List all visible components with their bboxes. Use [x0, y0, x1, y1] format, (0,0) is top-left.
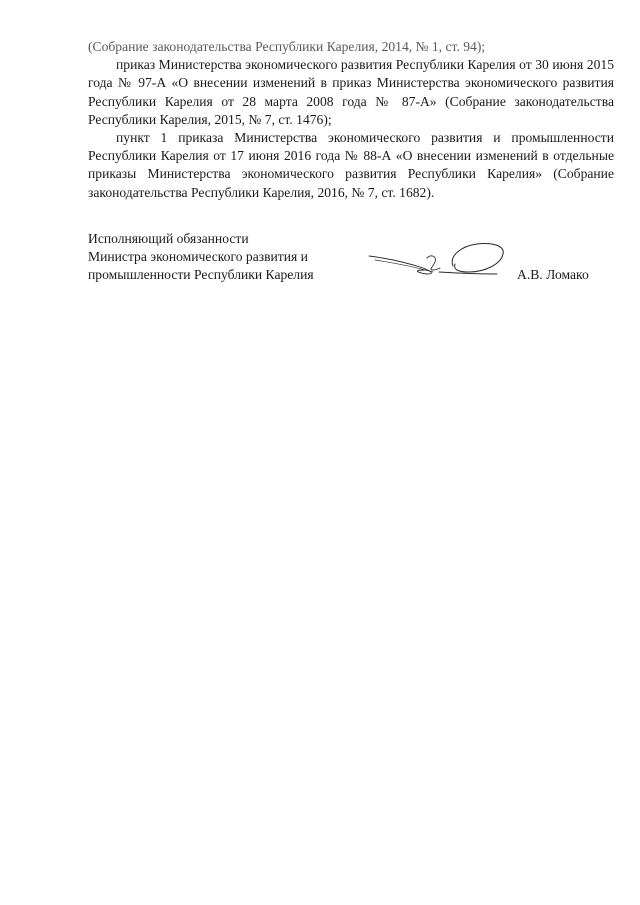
paragraph-order-2016: пункт 1 приказа Министерства экономического развития и промышленности Республики Карелия от 17 июня 2016 года № 88-А «О внесении изменений в отдельные приказы Министерства экономического развития Республики Карелия» (Собрание законодательства Республики Карелия, 2016, № 7, ст. 1682).: [88, 130, 614, 200]
signatory-title-line-3: промышленности Республики Карелия: [88, 267, 314, 283]
signatory-title-line-2: Министра экономического развития и: [88, 249, 308, 265]
handwritten-signature-icon: [365, 236, 515, 286]
paragraph-citation-2014: (Собрание законодательства Республики Карелия, 2014, № 1, ст. 94);: [88, 39, 486, 54]
document-body: [88, 38, 614, 202]
paragraph-order-2015: приказ Министерства экономического развития Республики Карелия от 30 июня 2015 года № 97-А «О внесении изменений в приказ Министерства экономического развития Республики Карелия от 28 марта 2008 года № 87-А» (Собрание законодательства Республики Карелия, 2015, № 7, ст. 1476);: [88, 57, 614, 127]
signatory-title-line-1: Исполняющий обязанности: [88, 231, 249, 246]
signatory-name: А.В. Ломако: [517, 267, 589, 282]
